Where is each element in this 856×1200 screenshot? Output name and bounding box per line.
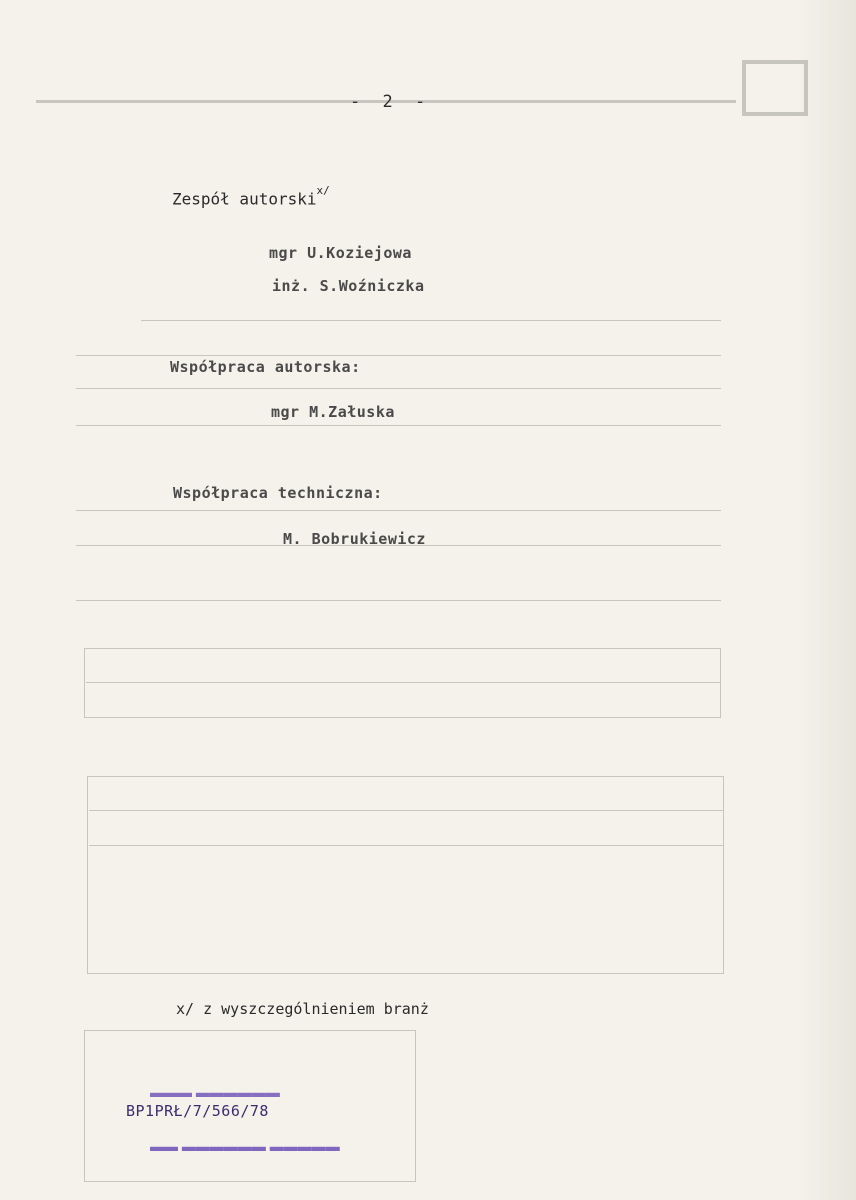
- ghost-rule: [89, 810, 724, 811]
- ghost-logo: [742, 60, 808, 116]
- stamp-mirrored: ▬▬▬ ▬▬▬▬▬▬: [150, 1084, 280, 1100]
- ghost-rule: [76, 425, 721, 426]
- team-title: Zespół autorski: [172, 189, 317, 209]
- ghost-table: [87, 776, 724, 974]
- reference-number: BP1PRŁ/7/566/78: [126, 1102, 269, 1120]
- page-number: - 2 -: [350, 92, 432, 112]
- footnote: x/ z wyszczególnieniem branż: [176, 1000, 429, 1018]
- ghost-rule: [86, 682, 721, 683]
- section-title-author-team: [172, 184, 330, 209]
- technical-collaborator-name: M. Bobrukiewicz: [283, 530, 426, 548]
- footnote-marker: x/: [316, 184, 330, 197]
- ghost-table: [84, 648, 721, 718]
- stamp-mirrored: ▬▬ ▬▬▬▬▬▬ ▬▬▬▬▬: [150, 1138, 340, 1154]
- author-name: inż. S.Woźniczka: [272, 277, 425, 295]
- ghost-rule: [76, 355, 721, 356]
- ghost-rule: [89, 845, 724, 846]
- ghost-rule: [76, 510, 721, 511]
- author-name: mgr U.Koziejowa: [269, 244, 412, 262]
- ghost-rule: [76, 600, 721, 601]
- collaborator-name: mgr M.Załuska: [271, 403, 395, 421]
- section-title-technical-collaboration: Współpraca techniczna:: [173, 484, 383, 502]
- reference-stamp: [126, 1102, 269, 1120]
- section-title-author-collaboration: Współpraca autorska:: [170, 358, 361, 376]
- ghost-rule: [76, 388, 721, 389]
- ghost-rule: [141, 320, 721, 321]
